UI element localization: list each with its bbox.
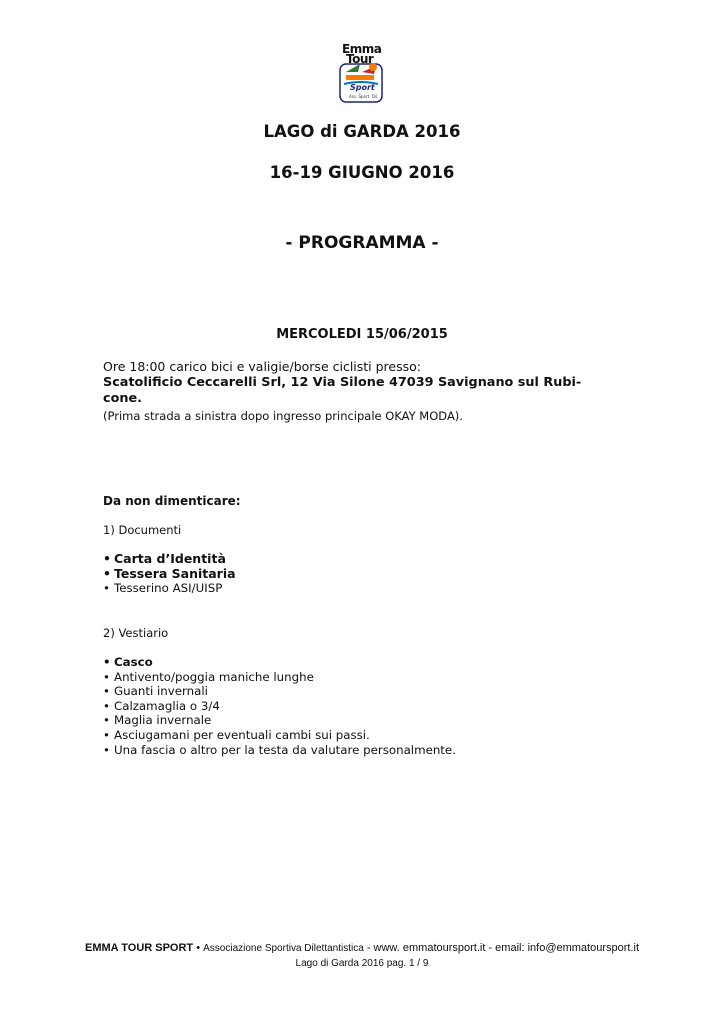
bullet-icon: •	[103, 669, 110, 684]
logo-subtext: Ass. Sport. Dil.	[349, 94, 379, 99]
list-item-text: Tessera Sanitaria	[114, 565, 236, 581]
document-title: LAGO di GARDA 2016	[263, 122, 461, 141]
day-heading: MERCOLEDI 15/06/2015	[276, 327, 448, 342]
footer-contacts	[0, 942, 724, 954]
list-item-text: Maglia invernale	[114, 713, 212, 728]
list-item-text: Asciugamani per eventuali cambi sui passi.	[114, 727, 370, 742]
logo-text-emma: Emma	[342, 42, 382, 56]
list-item-text: Carta d’Identità	[114, 551, 226, 566]
list-item-text: Tesserino ASI/UISP	[114, 581, 223, 596]
bullet-icon: •	[103, 551, 111, 566]
bullet-icon: •	[103, 698, 110, 713]
bullet-icon: •	[103, 727, 110, 742]
day-details	[103, 359, 581, 424]
bullet-icon: •	[103, 713, 110, 728]
bullet-icon: •	[103, 655, 111, 669]
bullet-icon: •	[103, 565, 111, 581]
list-item	[103, 684, 456, 699]
documents-heading: 1) Documenti	[103, 523, 182, 537]
emma-tour-logo	[336, 42, 386, 104]
list-item-text: Antivento/poggia maniche lunghe	[114, 669, 314, 684]
list-item-text: Casco	[114, 655, 153, 669]
bullet-icon: •	[103, 684, 110, 699]
address-note: (Prima strada a sinistra dopo ingresso principale OKAY MODA).	[103, 409, 463, 423]
list-item	[103, 743, 456, 758]
list-item-text: Calzamaglia o 3/4	[114, 698, 220, 713]
list-item	[103, 713, 456, 728]
footer-brand: EMMA TOUR SPORT	[84, 942, 194, 954]
list-item	[103, 728, 456, 743]
footer-org: Associazione Sportiva Dilettantistica	[203, 943, 364, 954]
list-item-text: Guanti invernali	[114, 684, 208, 699]
reminders-heading: Da non dimenticare:	[103, 494, 241, 508]
clothing-heading: 2) Vestiario	[103, 626, 169, 640]
loading-info: Ore 18:00 carico bici e valigie/borse ciclisti presso:	[103, 359, 421, 374]
list-item	[103, 581, 236, 596]
bullet-icon: •	[103, 581, 110, 596]
list-item-text: Una fascia o altro per la testa da valutare personalmente.	[114, 742, 456, 757]
list-item	[103, 699, 456, 714]
program-heading: - PROGRAMMA -	[285, 233, 439, 253]
page-number: Lago di Garda 2016 pag. 1 / 9	[295, 958, 429, 969]
footer-contact-links[interactable]: - www. emmatoursport.it - email: info@emmatoursport.it	[363, 942, 640, 954]
list-item	[103, 670, 456, 685]
logo-text-sport: Sport	[350, 83, 375, 92]
list-item	[103, 552, 236, 567]
address-line-2: cone.	[103, 391, 143, 406]
documents-list	[103, 552, 236, 596]
logo-text-tour: Tour	[346, 52, 374, 66]
clothing-list	[103, 655, 456, 757]
list-item	[103, 567, 236, 582]
footer-separator: •	[193, 942, 204, 954]
list-item	[103, 655, 456, 670]
event-dates: 16-19 GIUGNO 2016	[269, 163, 455, 182]
address-line-1: Scatolificio Ceccarelli Srl, 12 Via Silone 47039 Savignano sul Rubi-	[103, 375, 582, 390]
bullet-icon: •	[103, 742, 110, 757]
